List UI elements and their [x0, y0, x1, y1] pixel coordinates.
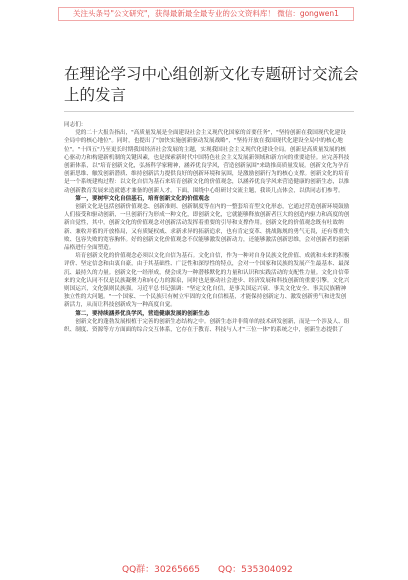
article-body: [64, 121, 350, 334]
intro-paragraph: 党的二十大报告指出，"高质量发展是全面建设社会主义现代化国家的首要任务"，"坚持创新在我国现代化建设全局中的核心地位"。同时，也提出了"加快实施创新驱动发展战略"，"坚持开放在我国现代化建设全局中的核心地位"。"十四五"乃至更长时期我国经济社会发展的主题，实现我国社会主义现代化建设全局。创新是高质量发展的核心驱动力和构建新机制的关键因素，也是探索新时代中国特色社会主义发展新领域和新方向的重要途径。应完善科技创新体系，以"培育创新文化，弘扬科学家精神，涵养优良学风，营造创新氛围"来助推高质量发展。创新文化为孕育创新思维、触发创新潜质、维持创新活力提供良好的创新环境和氛围，是激励创新行为的核心支撑。创新文化的培育是一个系统建构过程：以文化自信为基石来培育创新文化的价值观念，以涵养优良学风来营造健康的创新生态，以推动创新教育发展来造就德才兼备的创新人才。下面，围绕中心组研讨交流主题，我谈几点体会，以供同志们参考。: [64, 130, 350, 194]
section-heading-2: 第二，要持续涵养优良学风，营造健康发展的创新生态: [75, 310, 210, 317]
page-title: 在理论学习中心组创新文化专题研讨交流会上的发言: [64, 65, 359, 104]
section1-paragraph-2: 培育创新文化的价值观念必须以文化自信为基石。文化自信，作为一种对自身民族文化价值、成就和未来的积极评价、坚定信念和由衷自豪，由于其基础性、广泛性和深厚性的特点，会对一个国家和民族的发展产生最基本、最深沉、最持久的力量。创新文化一经形成，便会成为一种潜移默化的力量和认识和实践活动的支配性力量。文化自信带来的文化认同不仅是民族凝聚力和向心力的源泉，同时也是驱动社会进步、经济发展和科技创新的重要引擎。文化兴则国运兴，文化强则民族强。习近平总书记强调："坚定文化自信，是事关国运兴衰、事关文化安全、事关民族精神独立性的大问题。"一个国家、一个民族只有树立牢固的文化自信根基，才能保持创新定力、激发创新勇气和迸发创新活力，从而让科技创新成为一种高度自觉。: [64, 253, 350, 309]
qq-contact-number: QQ：535304092: [218, 565, 293, 575]
promo-banner: 关注头条号"公文研究"，获得最新最全最专业的公文资料库！ 微信：gongwen1: [58, 7, 354, 21]
section-heading-1: 第一，要树牢文化自信基石，培育创新文化的价值观念: [75, 195, 210, 202]
qq-group-number: QQ群：30265665: [122, 565, 200, 575]
section1-paragraph-1: 创新文化是包括创新价值观念、创新准则、创新制度等在内的一整套培育型文化形态，它通过营造创新环境鼓励人们接受和驱动创新，一旦创新行为形成一种文化，即创新文化，它就能够释放创新者巨大的创造内驱力和高度的创新自觉性，其中，创新文化的价值观念对创新活动发挥着重要的引导和支撑作用。创新文化的价值观念既有吐故纳新、兼收并蓄的开放格局，又有质疑权威、求新求异的拓新追求，也有肯定变革、挑战陈规的勇气无畏，还有尊重失败、包容失败的宽容胸怀。好的创新文化价值观念不仅能够激发创新动力，还能够激活创新思维，会对创新者的创新品格进行全面塑造。: [64, 204, 350, 252]
salutation: 同志们：: [64, 122, 87, 128]
title-divider: [64, 111, 354, 112]
section2-paragraph-1: 创新文化的蓬勃发展根植于完善的创新生态结构之中。创新生态并非简单的技术研发创新，而是一个涉及人、组织、制度、资源等方方面面的综合交互体系，它存在于教育、科技与人才"三位一体"的系统之中，创新生态提供了: [64, 318, 350, 334]
page-footer: [0, 560, 408, 580]
